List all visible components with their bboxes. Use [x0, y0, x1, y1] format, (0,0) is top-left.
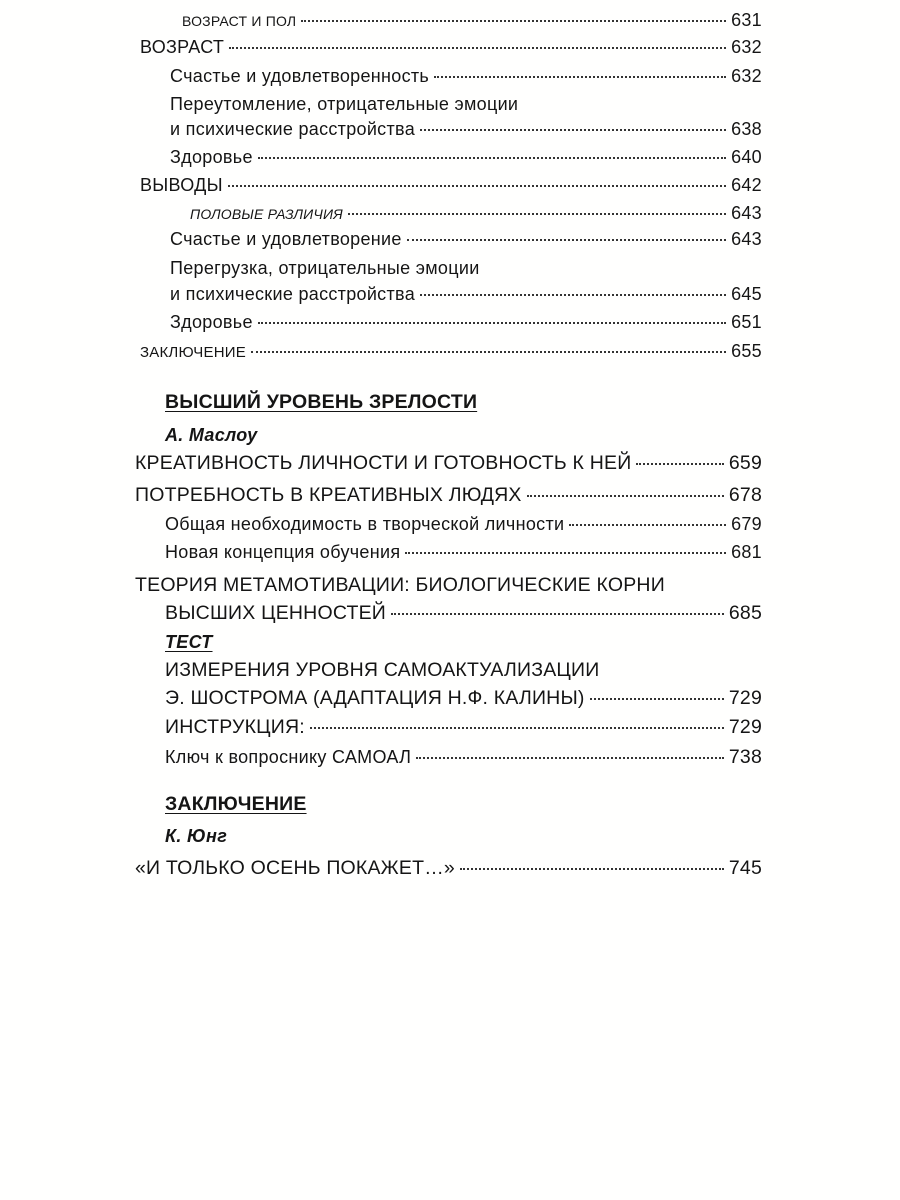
toc-entry-title: Счастье и удовлетворенность: [170, 66, 430, 86]
toc-entry-happiness-2: [170, 229, 762, 250]
section-author: К. Юнг: [165, 826, 228, 846]
leader-dots: [416, 757, 724, 759]
toc-entry-metamotivation-line1: ТЕОРИЯ МЕТАМОТИВАЦИИ: БИОЛОГИЧЕСКИЕ КОРНИ: [135, 574, 665, 596]
toc-entry-title: Здоровье: [170, 312, 253, 332]
toc-entry-age: [140, 37, 762, 58]
toc-entry-health-2: [170, 312, 762, 333]
toc-entry-page: 643: [731, 229, 762, 249]
leader-dots: [527, 495, 724, 497]
toc-entry-title: Э. ШОСТРОМА (АДАПТАЦИЯ Н.Ф. КАЛИНЫ): [165, 687, 585, 709]
toc-entry-fatigue: [170, 119, 762, 140]
toc-entry-need-creative: [135, 484, 762, 507]
toc-entry-page: 631: [731, 10, 762, 30]
leader-dots: [420, 129, 726, 131]
toc-entry-conclusion: [140, 341, 762, 362]
toc-entry-metamotivation: [165, 602, 762, 625]
toc-entry-health: [170, 147, 762, 168]
toc-entry-title: «И ТОЛЬКО ОСЕНЬ ПОКАЖЕТ…»: [135, 857, 455, 879]
leader-dots: [420, 294, 726, 296]
section-heading: ВЫСШИЙ УРОВЕНЬ ЗРЕЛОСТИ: [165, 391, 478, 413]
test-label: ТЕСТ: [165, 632, 213, 652]
toc-entry-autumn: [135, 857, 762, 880]
toc-entry-title: ВОЗРАСТ: [140, 37, 225, 57]
toc-entry-creativity: [135, 452, 762, 475]
toc-entry-general-need: [165, 514, 762, 535]
leader-dots: [460, 868, 724, 870]
toc-entry-title: Счастье и удовлетворение: [170, 229, 402, 249]
leader-dots: [348, 213, 726, 215]
test-title-line1: ИЗМЕРЕНИЯ УРОВНЯ САМОАКТУАЛИЗАЦИИ: [165, 659, 600, 681]
toc-entry-page: 745: [728, 857, 762, 879]
toc-entry-overload: [170, 284, 762, 305]
toc-entry-title: Ключ к вопроснику САМОАЛ: [165, 747, 412, 767]
toc-entry-page: 678: [728, 484, 762, 506]
toc-entry-page: 640: [731, 147, 762, 167]
toc-entry-page: 659: [728, 452, 762, 474]
toc-entry-title: ВЫВОДЫ: [140, 175, 223, 195]
toc-entry-page: 738: [728, 746, 762, 768]
toc-entry-page: 645: [731, 284, 762, 304]
leader-dots: [310, 727, 724, 729]
leader-dots: [407, 239, 726, 241]
leader-dots: [434, 76, 726, 78]
toc-entry-sex-differences: [190, 203, 762, 224]
toc-entry-page: 655: [731, 341, 762, 361]
toc-entry-page: 632: [731, 66, 762, 86]
toc-entry-happiness: [170, 66, 762, 87]
toc-entry-page: 642: [731, 175, 762, 195]
leader-dots: [301, 20, 726, 22]
toc-entry-title: ПОТРЕБНОСТЬ В КРЕАТИВНЫХ ЛЮДЯХ: [135, 484, 522, 506]
toc-entry-conclusions: [140, 175, 762, 196]
toc-entry-overload-line1: Перегрузка, отрицательные эмоции: [170, 258, 480, 278]
leader-dots: [405, 552, 726, 554]
toc-entry-page: 685: [728, 602, 762, 624]
toc-entry-page: 729: [728, 716, 762, 738]
leader-dots: [251, 351, 726, 353]
section-author: А. Маслоу: [165, 425, 258, 445]
leader-dots: [229, 47, 726, 49]
toc-entry-title: ИНСТРУКЦИЯ:: [165, 716, 305, 738]
leader-dots: [258, 157, 726, 159]
toc-entry-page: 638: [731, 119, 762, 139]
toc-entry-age-and-sex: [182, 10, 762, 31]
toc-entry-key: [165, 746, 762, 769]
toc-entry-title: ЗАКЛЮЧЕНИЕ: [140, 344, 246, 361]
toc-entry-page: 681: [731, 542, 762, 562]
toc-entry-title: и психические расстройства: [170, 284, 415, 304]
toc-entry-new-concept: [165, 542, 762, 563]
toc-entry-page: 679: [731, 514, 762, 534]
leader-dots: [636, 463, 723, 465]
toc-entry-page: 651: [731, 312, 762, 332]
toc-entry-page: 643: [731, 203, 762, 223]
leader-dots: [391, 613, 724, 615]
toc-entry-title: КРЕАТИВНОСТЬ ЛИЧНОСТИ И ГОТОВНОСТЬ К НЕЙ: [135, 452, 632, 474]
leader-dots: [258, 322, 726, 324]
leader-dots: [569, 524, 726, 526]
toc-entry-title: ПОЛОВЫЕ РАЗЛИЧИЯ: [190, 206, 343, 222]
section-heading: ЗАКЛЮЧЕНИЕ: [165, 793, 307, 815]
toc-entry-title: и психические расстройства: [170, 119, 415, 139]
toc-entry-title: Новая концепция обучения: [165, 542, 401, 562]
leader-dots: [228, 185, 726, 187]
toc-entry-title: Общая необходимость в творческой личности: [165, 514, 565, 534]
toc-entry-title: Здоровье: [170, 147, 253, 167]
toc-entry-shostrom: [165, 687, 762, 710]
toc-entry-title: ВЫСШИХ ЦЕННОСТЕЙ: [165, 602, 386, 624]
toc-entry-instructions: [165, 716, 762, 739]
toc-entry-fatigue-line1: Переутомление, отрицательные эмоции: [170, 94, 519, 114]
leader-dots: [590, 698, 724, 700]
toc-entry-page: 632: [731, 37, 762, 57]
toc-entry-title: ВОЗРАСТ И ПОЛ: [182, 13, 297, 29]
toc-entry-page: 729: [728, 687, 762, 709]
